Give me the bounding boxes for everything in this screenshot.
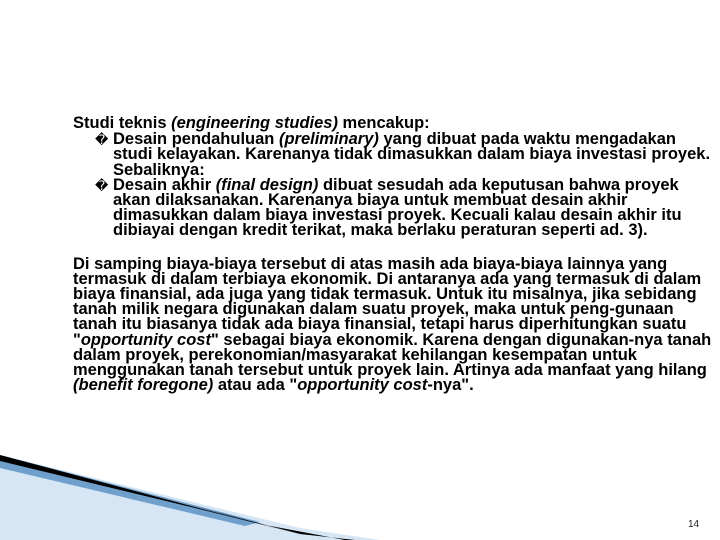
bullet-text: Desain pendahuluan — [113, 130, 279, 149]
bullet-item-preliminary — [73, 132, 713, 178]
paragraph-opportunity-cost — [73, 254, 713, 395]
paragraph-text: Di samping biaya-biaya tersebut di atas masih ada biaya-biaya lainnya yang termasuk di dalam terbiaya ekonomik. Di antaranya ada yang termasuk di dalam biaya finansial, ada juga yang tidak termasuk. Untuk itu misalnya, jika sebidang tanah milik negara digunakan dalam suatu proyek, maka untuk peng-gunaan tanah itu biasanya tidak ada biaya finansial, tetapi harus diperhitungkan suatu " — [73, 254, 702, 349]
paragraph-italic-term: opportunity cost — [297, 376, 428, 395]
intro-line — [73, 116, 713, 131]
bullet-text: Desain akhir — [113, 175, 216, 194]
paragraph-text: " sebagai biaya ekonomik. Karena dengan digunakan-nya tanah dalam proyek, perekonomian/masyarakat kehilangan kesempatan untuk menggunakan tanah tersebut untuk proyek lain. Artinya ada manfaat yang hilang — [73, 330, 712, 380]
paragraph-text: -nya". — [427, 376, 474, 395]
bullet-text-end: yang dibuat pada waktu mengadakan studi kelayakan. Karenanya tidak dimasukkan dalam biaya investasi proyek. Sebaliknya: — [113, 130, 711, 179]
intro-italic-term: (engineering studies) — [171, 114, 338, 132]
bullet-item-final-design — [73, 175, 713, 240]
bullet-icon: � — [95, 177, 109, 193]
bullet-italic-term: (preliminary) — [278, 130, 379, 149]
paragraph-text: atau ada " — [213, 376, 298, 395]
light-blue-wedge — [0, 455, 380, 540]
slide-body — [73, 116, 713, 393]
intro-text: Studi teknis — [73, 114, 172, 132]
bullet-italic-term: (final design) — [215, 175, 319, 194]
bullet-icon: � — [95, 132, 109, 148]
bullet-text-end: dibuat sesudah ada keputusan bahwa proyek akan dilaksanakan. Karenanya biaya untuk membuat desain akhir dimasukkan dalam biaya investasi proyek. Kecuali kalau desain akhir itu dibiayai dengan kredit terikat, maka berlaku peraturan seperti ad. 3). — [113, 175, 682, 240]
paragraph-italic-term: (benefit foregone) — [73, 376, 214, 395]
page-number: 14 — [688, 519, 700, 530]
paragraph-italic-term: opportunity cost — [80, 330, 211, 349]
intro-text-end: mencakup: — [337, 114, 430, 132]
